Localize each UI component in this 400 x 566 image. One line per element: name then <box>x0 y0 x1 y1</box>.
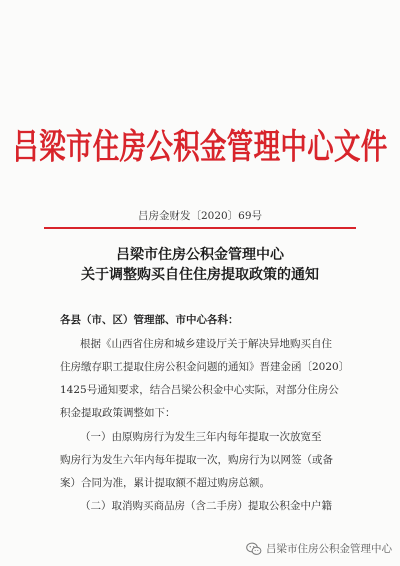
body-line: 1425号通知要求，结合吕梁公积金中心实际，对部分住房公 <box>60 384 339 396</box>
notice-title-line-2: 关于调整购买自住住房提取政策的通知 <box>81 267 319 283</box>
body-line: 根据《山西省住房和城乡建设厅关于解决异地购买自住 <box>80 338 332 350</box>
header-divider <box>44 227 356 229</box>
body-line: （二）取消购买商品房（含二手房）提取公积金中户籍 <box>80 500 332 512</box>
body-line: 积金提取政策调整如下： <box>60 407 176 419</box>
body-line: 购房行为发生六年内每年提取一次，购房行为以网签（或备 <box>60 454 333 466</box>
document-header: 吕梁市住房公积金管理中心文件 <box>12 127 388 168</box>
notice-title-line-1: 吕梁市住房公积金管理中心 <box>116 247 284 263</box>
watermark-text: 吕梁市住房公积金管理中心 <box>266 543 392 555</box>
wechat-watermark <box>246 541 392 556</box>
wechat-icon <box>246 542 262 556</box>
body-line: 案）合同为准，累计提取额不超过购房总额。 <box>60 477 270 489</box>
body-line: 住房缴存职工提取住房公积金问题的通知》晋建金函〔2020〕 <box>60 361 350 373</box>
body-line: （一）由原购房行为发生三年内每年提取一次放宽至 <box>80 431 322 443</box>
salutation: 各县（市、区）管理部、市中心各科： <box>60 314 239 326</box>
document-number: 吕房金财发〔2020〕69号 <box>137 210 263 222</box>
